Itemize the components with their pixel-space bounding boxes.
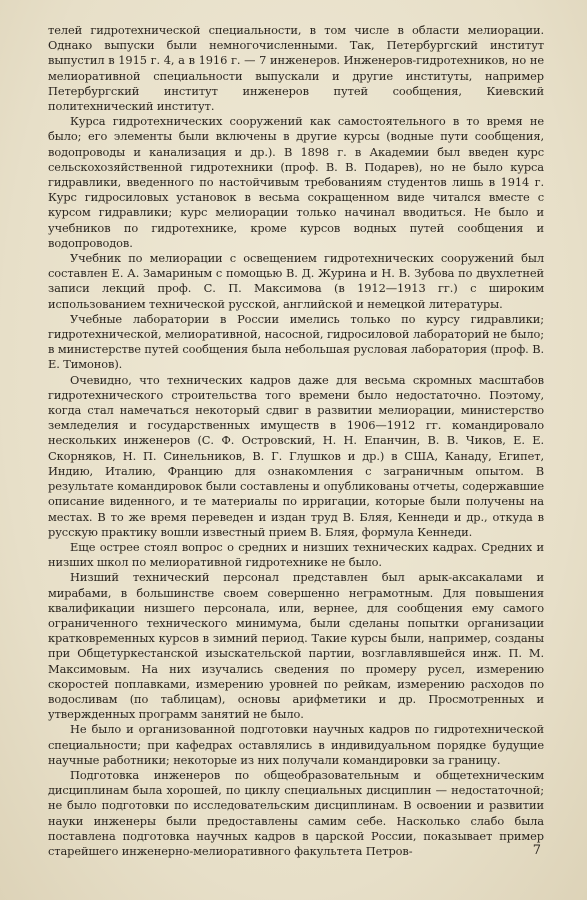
- paragraph-9: Подготовка инженеров по общеобразовательным и общетехническим дисциплинам была хорошей, по циклу специальных дисциплин — недостаточной; не было подготовки по исследовательским дисциплинам. В освоении и развитии науки инженеры были предоставлены самим себе. Насколько слабо была поставлена подготовка научных кадров в царской России, показывает пример старейшего инженерно-мелиоративного факультета Петров-: [48, 767, 544, 858]
- paragraph-7: Низший технический персонал представлен был арык-аксакалами и мирабами, в большинстве своем совершенно неграмотным. Для повышения квалификации низшего персонала, или, вернее, для сообщения ему самого ограниченного технического минимума, были сделаны попытки организации кратковременных курсов в зимний период. Такие курсы были, например, созданы при Общетуркестанской изыскательской партии, возглавлявшейся инж. П. М. Максимовым. На них изучались сведения по промеру русел, измерению скоростей поплавками, измерению уровней по рейкам, измерению расходов по водосливам (по таблицам), основы арифметики и др. Просмотренных и утвержденных программ занятий не было.: [48, 570, 544, 722]
- page-number: 7: [532, 843, 541, 858]
- body-text: [48, 23, 544, 859]
- paragraph-4: Учебные лаборатории в России имелись только по курсу гидравлики; гидротехнической, мелиоративной, насосной, гидросиловой лабораторий не было; в министерстве путей сообщения была небольшая русловая лаборатория (проф. В. Е. Тимонов).: [48, 311, 544, 372]
- paragraph-1: телей гидротехнической специальности, в том числе в области мелиорации. Однако выпуски были немногочисленными. Так, Петербургский институт выпустил в 1915 г. 4, а в 1916 г. — 7 инженеров. Инженеров-гидротехников, но не мелиоративной специальности выпускали и другие институты, например Петербургский институт инженеров путей сообщения, Киевский политехнический институт.: [48, 23, 544, 114]
- paragraph-5: Очевидно, что технических кадров даже для весьма скромных масштабов гидротехнического строительства того времени было недостаточно. Поэтому, когда стал намечаться некоторый сдвиг в развитии мелиорации, министерство земледелия и государственных имуществ в 1906—1912 гг. командировало нескольких инженеров (С. Ф. Островский, Н. Н. Епанчин, В. В. Чиков, Е. Е. Скорняков, Н. П. Синельников, В. Г. Глушков и др.) в США, Канаду, Египет, Индию, Италию, Францию для ознакомления с заграничным опытом. В результате командировок были составлены и опубликованы отчеты, содержавшие описание виденного, и те материалы по ирригации, которые были получены на местах. В то же время переведен и издан труд В. Бляя, Кеннеди и др., откуда в русскую практику вошли известный прием В. Бляя, формула Кеннеди.: [48, 372, 544, 539]
- paragraph-6: Еще острее стоял вопрос о средних и низших технических кадрах. Средних и низших школ по мелиоративной гидротехнике не было.: [48, 539, 544, 570]
- paragraph-3: Учебник по мелиорации с освещением гидротехнических сооружений был составлен Е. А. Замариным с помощью В. Д. Журина и Н. В. Зубова по двухлетней записи лекций проф. С. П. Максимова (в 1912—1913 гг.) с широким использованием технической русской, английской и немецкой литературы.: [48, 251, 544, 311]
- paragraph-8: Не было и организованной подготовки научных кадров по гидротехнической специальности; при кафедрах оставлялись в индивидуальном порядке будущие научные работники; некоторые из них получали командировки за границу.: [48, 722, 544, 767]
- paragraph-2: Курса гидротехнических сооружений как самостоятельного в то время не было; его элементы были включены в другие курсы (водные пути сообщения, водопроводы и канализация и др.). В 1898 г. в Академии был введен курс сельскохозяйственной гидротехники (проф. В. В. Подарев), но не было курса гидравлики, введенного по настойчивым требованиям студентов лишь в 1914 г. Курс гидросиловых установок в весьма сокращенном виде читался вместе с курсом гидравлики; курс мелиорации только начинал вводиться. Не было и учебников по гидротехнике, кроме курсов водных путей сообщения и водопроводов.: [48, 114, 544, 250]
